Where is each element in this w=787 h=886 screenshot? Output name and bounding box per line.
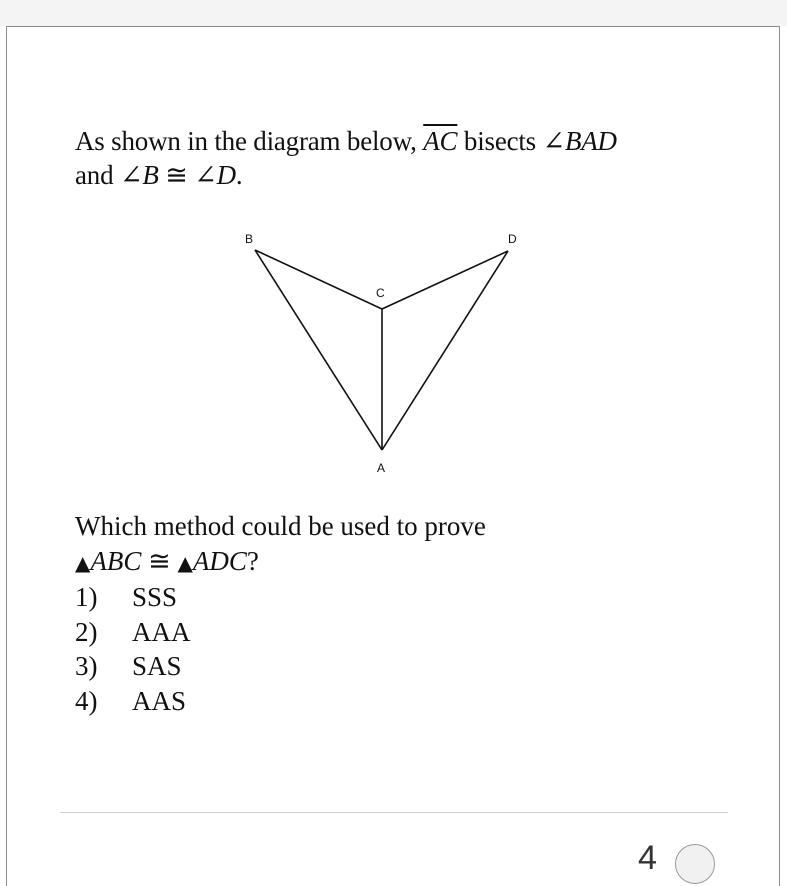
angle-d: ∠D — [194, 160, 236, 190]
choice-3-number: 3) — [75, 651, 98, 681]
intro-text: As shown in the diagram below, — [75, 126, 424, 156]
choice-1[interactable] — [75, 580, 715, 615]
question-text — [75, 124, 715, 192]
choice-1-number: 1) — [75, 582, 98, 612]
period: . — [235, 160, 243, 190]
choice-3[interactable] — [75, 649, 715, 684]
divider — [60, 812, 728, 813]
label-d: D — [508, 232, 517, 246]
top-strip — [0, 0, 787, 26]
and-text: and — [75, 160, 120, 190]
choice-3-label: SAS — [132, 651, 182, 681]
angle-b: ∠B — [119, 160, 159, 190]
bisects-text: bisects — [457, 126, 543, 156]
angle-bad: ∠BAD — [542, 126, 617, 156]
label-a: A — [377, 461, 386, 475]
prompt-line-2 — [75, 544, 715, 581]
prompt-line-1: Which method could be used to prove — [75, 511, 486, 541]
label-b: B — [245, 232, 254, 246]
page-number: 4 — [638, 839, 657, 877]
question-line-2 — [75, 158, 715, 192]
triangle-abc: ABC — [90, 545, 142, 576]
choice-2[interactable] — [75, 615, 715, 650]
circle-button-icon[interactable] — [675, 844, 715, 884]
choice-4-label: AAS — [132, 685, 187, 716]
choice-2-label: AAA — [132, 616, 191, 647]
question-line-1 — [75, 124, 715, 158]
segment-ac: $\overline{AC}$ — [423, 126, 458, 156]
triangle-symbol-1: ▲ — [75, 550, 91, 575]
choice-2-number: 2) — [75, 616, 98, 647]
congruent-symbol: ≅ — [158, 160, 195, 190]
choice-1-label: SSS — [132, 582, 178, 612]
choice-4-number: 4) — [75, 685, 98, 716]
choice-4[interactable] — [75, 684, 715, 719]
choices-block — [75, 509, 715, 718]
congruent-symbol-2: ≅ — [141, 545, 178, 576]
question-mark: ? — [246, 545, 259, 576]
triangle-diagram — [235, 225, 535, 485]
triangle-adc: ADC — [192, 545, 247, 576]
triangle-symbol-2: ▲ — [177, 550, 193, 575]
label-c: C — [376, 286, 385, 300]
